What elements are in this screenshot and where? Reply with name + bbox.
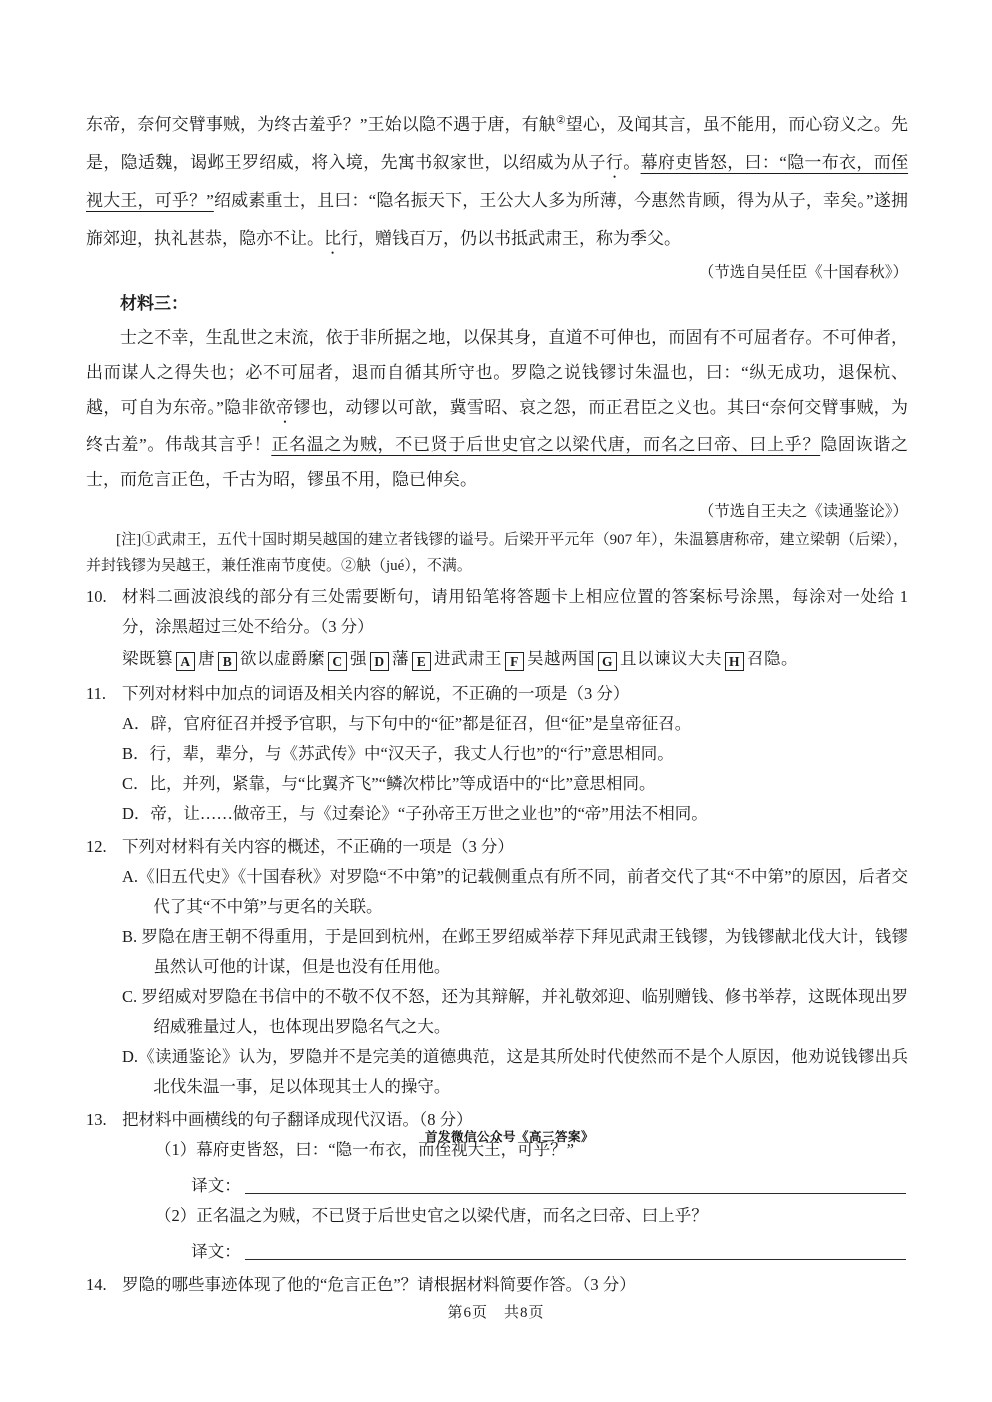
- underlined-text: 幕府吏皆怒，曰：“隐一布衣，而侄视大王，可乎？”: [86, 153, 909, 210]
- question-12: [86, 832, 908, 1102]
- option-letter-box: B: [218, 652, 237, 671]
- question-13-number: 13.: [86, 1110, 107, 1129]
- material-3-text: [86, 320, 908, 497]
- option-item: B. 罗隐在唐王朝不得重用，于是回到杭州，在邺王罗绍威举荐下拜见武肃王钱镠，为钱镠献北伐大计，钱镠虽然认可他的计谋，但是也没有任用他。: [122, 927, 908, 976]
- question-12-options: [122, 862, 908, 1102]
- text-run: 强: [350, 649, 367, 668]
- option-item: C．比，并列，紧靠，与“比翼齐飞”“鳞次栉比”等成语中的“比”意思相同。: [122, 774, 656, 793]
- material-3-source: （节选自王夫之《读通鉴论》）: [698, 503, 908, 520]
- text-run: 行，赠钱百万，仍以书抵武肃王，称为季父。: [341, 229, 681, 248]
- option-letter-box: F: [505, 652, 524, 671]
- text-run: 东帝，奈何交臂事贼，为终古羞乎？”王始以隐不遇于唐，有觖: [86, 115, 556, 134]
- material-3-heading: 材料三：: [120, 294, 188, 313]
- question-11-number: 11.: [86, 684, 107, 703]
- question-12-text: 下列对材料有关内容的概述，不正确的一项是（3 分）: [122, 837, 514, 856]
- option-item: A．辟，官府征召并授予官职，与下句中的“征”都是征召，但“征”是皇帝征召。: [122, 714, 692, 733]
- text-run: 。: [623, 153, 641, 172]
- option-letter-box: A: [176, 652, 195, 671]
- page-footer: 第6页 共8页: [447, 1305, 545, 1321]
- emphasized-char: 行: [605, 153, 624, 172]
- option-letter-box: C: [328, 652, 347, 671]
- question-10-number: 10.: [86, 587, 107, 606]
- answer-blank-line-2: [245, 1258, 906, 1260]
- option-item: B．行，辈，辈分，与《苏武传》中“汉天子，我丈人行也”的“行”意思相同。: [122, 744, 674, 763]
- text-run: 进武肃王: [434, 649, 502, 668]
- emphasized-char: 比: [324, 229, 341, 248]
- question-14-number: 14.: [86, 1275, 107, 1294]
- translation-row-1: [122, 1165, 908, 1201]
- question-10: [86, 582, 908, 676]
- translation-label-2: 译文：: [191, 1242, 241, 1261]
- question-11: [86, 679, 908, 829]
- question-14: [86, 1270, 908, 1300]
- option-letter-box: H: [725, 652, 744, 671]
- text-run: 梁既篡: [122, 649, 173, 668]
- question-12-number: 12.: [86, 837, 107, 856]
- watermark-text: 首发微信公众号《高三答案》: [425, 1130, 595, 1144]
- text-run: 欲以虚爵縻: [240, 649, 325, 668]
- footnote-marker: ②: [555, 114, 566, 127]
- option-item: D．帝，让……做帝王，与《过秦论》“子孙帝王万世之业也”的“帝”用法不相同。: [122, 804, 708, 823]
- text-run: 绍威素重士，且曰：“隐名振天下，王公大人多为所薄，今惠然肯顾，得为从子，幸矣。”遂拥旆郊迎，执礼甚恭，隐亦不让。: [86, 191, 908, 248]
- option-item: C. 罗绍威对罗隐在书信中的不敬不仅不怒，还为其辩解，并礼敬郊迎、临别赠钱、修书举荐，这既体现出罗绍威雅量过人，也体现出罗隐名气之大。: [122, 987, 908, 1036]
- underlined-text: 正名温之为贼，不已贤于后世史官之以梁代唐，而名之曰帝、曰上乎？: [271, 435, 821, 454]
- option-letter-box: E: [412, 652, 431, 671]
- question-10-text: 材料二画波浪线的部分有三处需要断句，请用铅笔将答题卡上相应位置的答案标号涂黑，每涂对一处给 1 分，涂黑超过三处不给分。（3 分）: [122, 587, 908, 636]
- question-13-sub2: （2）正名温之为贼，不已贤于后世史官之以梁代唐，而名之曰帝、曰上乎？: [155, 1206, 708, 1225]
- question-11-text: 下列对材料中加点的词语及相关内容的解说，不正确的一项是（3 分）: [122, 684, 630, 703]
- text-run: 藩: [392, 649, 409, 668]
- text-run: 镠也，动镠以可歆，冀雪昭、哀之怨，而正君臣之义也。其曰“奈何交臂事贼，为终古羞”。伟哉其言乎！: [86, 398, 909, 454]
- translation-label-1: 译文：: [191, 1176, 241, 1195]
- footnotes: [注]①武肃王，五代十国时期吴越国的建立者钱镠的谥号。后梁开平元年（907 年），朱温篡唐称帝，建立梁朝（后梁），并封钱镠为吴越王，兼任淮南节度使。②觖（jué），不满。: [86, 532, 908, 574]
- answer-blank-line-1: [245, 1192, 906, 1194]
- text-run: 隐固诙谐之士，而危言正色，千古为昭，镠虽不用，隐已伸矣。: [86, 435, 909, 489]
- material-2-source: （节选自吴任臣《十国春秋》）: [698, 264, 908, 281]
- text-run: 吴越两国: [527, 649, 595, 668]
- question-14-text: 罗隐的哪些事迹体现了他的“危言正色”？请根据材料简要作答。（3 分）: [122, 1275, 636, 1294]
- option-item: A.《旧五代史》《十国春秋》对罗隐“不中第”的记载侧重点有所不同，前者交代了其“不中第”的原因，后者交代了其“不中第”与更名的关联。: [122, 867, 908, 916]
- material-2-continuation: [86, 106, 908, 258]
- text-run: 且以谏议大夫: [620, 649, 722, 668]
- text-run: 士之不幸，生乱世之末流，依于非所据之地，以保其身，直道不可伸也，而固有不可屈者存。不可伸者，出而谋人之得失也；必不可屈者，退而自循其所守也。罗隐之说钱镠讨朱温也，曰：“纵无成功，退保杭、越，可自为东帝。”隐非欲: [86, 328, 908, 417]
- option-item: D.《读通鉴论》认为，罗隐并不是完美的道德典范，这是其所处时代使然而不是个人原因，他劝说钱镠出兵北伐朱温一事，足以体现其士人的操守。: [122, 1047, 908, 1096]
- question-11-options: [122, 709, 908, 829]
- question-13-text: 把材料中画横线的句子翻译成现代汉语。（8 分）: [122, 1110, 473, 1129]
- sentence-breaking-line: [122, 642, 908, 676]
- text-run: 召隐。: [747, 649, 798, 668]
- question-13-sub1: （1）幕府吏皆怒，曰：“隐一布衣，而侄视大王，可乎？”: [155, 1140, 574, 1159]
- emphasized-char: 帝: [276, 398, 294, 417]
- option-letter-box: D: [370, 652, 389, 671]
- text-run: 望心，及闻其言，虽不能用，而心窃义之。先是，隐适魏，谒邺王罗绍威，将入境，先寓书叙家世，以绍威为从子: [86, 115, 909, 172]
- option-letter-box: G: [598, 652, 617, 671]
- translation-row-2: [122, 1231, 908, 1267]
- text-run: 唐: [198, 649, 215, 668]
- question-13: [86, 1105, 908, 1267]
